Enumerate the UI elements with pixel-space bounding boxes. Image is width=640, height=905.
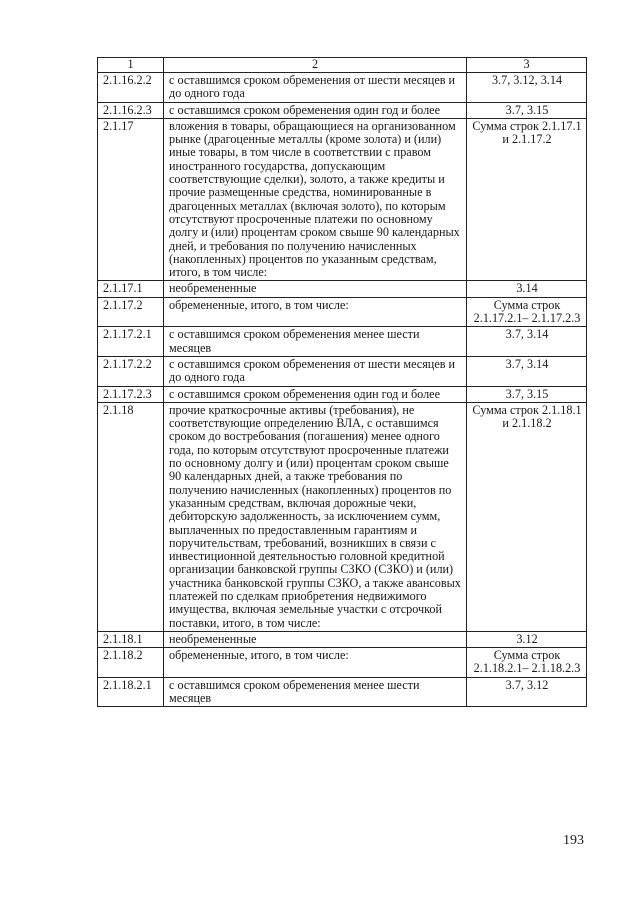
row-description: прочие краткосрочные активы (требования), не соответствующие определению ВЛА, с оставшимся сроком до востребования (погашения) менее одного года, по которым отсутствуют просроченные платежи по основному долгу и (или) процентам сроком свыше 90 календарных дней, а также требования по получению начисленных (накопленных) процентов по указанным средствам, включая дорожные чеки, дебиторскую задолженность, за исключением сумм, выплаченных по предоставленным гарантиям и поручительствам, требований, возникших в связи с инвестиционной деятельностью головной кредитной организации банковской группы СЗКО (СЗКО) и (или) участника банковской группы СЗКО, а также авансовых платежей по сделкам приобретения недвижимого имущества, включая земельные участки с отсрочкой поставки, итого, в том числе: (164, 402, 467, 631)
column-number-2: 2 (164, 58, 467, 73)
row-reference: 3.7, 3.15 (467, 102, 587, 118)
table-row (98, 297, 587, 327)
row-reference: Сумма строк 2.1.18.1 и 2.1.18.2 (467, 402, 587, 631)
row-code: 2.1.18 (98, 402, 164, 631)
row-description: с оставшимся сроком обременения один год и более (164, 386, 467, 402)
row-reference: 3.7, 3.15 (467, 386, 587, 402)
row-code: 2.1.18.2 (98, 648, 164, 678)
row-description: обремененные, итого, в том числе: (164, 648, 467, 678)
row-code: 2.1.17.2.3 (98, 386, 164, 402)
table-row (98, 281, 587, 297)
row-code: 2.1.17 (98, 118, 164, 281)
row-reference: 3.12 (467, 631, 587, 647)
page-number: 193 (563, 833, 584, 848)
row-reference: Сумма строк 2.1.18.2.1– 2.1.18.2.3 (467, 648, 587, 678)
table-row (98, 402, 587, 631)
row-code: 2.1.16.2.2 (98, 73, 164, 103)
row-code: 2.1.18.2.1 (98, 677, 164, 707)
table-row (98, 631, 587, 647)
table-row (98, 677, 587, 707)
row-description: с оставшимся сроком обременения менее шести месяцев (164, 327, 467, 357)
row-reference: Сумма строк 2.1.17.1 и 2.1.17.2 (467, 118, 587, 281)
table-row (98, 102, 587, 118)
row-reference: 3.7, 3.12 (467, 677, 587, 707)
indicator-table (97, 57, 587, 707)
row-code: 2.1.17.1 (98, 281, 164, 297)
table-header-row (98, 58, 587, 73)
row-description: вложения в товары, обращающиеся на организованном рынке (драгоценные металлы (кроме золота) и (или) иные товары, в том числе в соответствии с правом иностранного государства, допускающим соответствующие сделки), золото, а также кредиты и прочие размещенные средства, номинированные в драгоценных металлах (включая золото), по которым отсутствуют просроченные платежи по основному долгу и (или) процентам сроком свыше 90 календарных дней, и требования по получению начисленных (накопленных) процентов по указанным средствам, итого, в том числе: (164, 118, 467, 281)
table-row (98, 356, 587, 386)
row-reference: 3.7, 3.14 (467, 327, 587, 357)
table-row (98, 648, 587, 678)
row-description: обремененные, итого, в том числе: (164, 297, 467, 327)
row-reference: 3.14 (467, 281, 587, 297)
table-row (98, 73, 587, 103)
row-description: с оставшимся сроком обременения от шести месяцев и до одного года (164, 356, 467, 386)
row-code: 2.1.17.2.2 (98, 356, 164, 386)
column-number-1: 1 (98, 58, 164, 73)
table-row (98, 327, 587, 357)
table-row (98, 386, 587, 402)
row-reference: 3.7, 3.14 (467, 356, 587, 386)
column-number-3: 3 (467, 58, 587, 73)
row-code: 2.1.16.2.3 (98, 102, 164, 118)
row-reference: 3.7, 3.12, 3.14 (467, 73, 587, 103)
row-code: 2.1.17.2.1 (98, 327, 164, 357)
row-description: с оставшимся сроком обременения один год и более (164, 102, 467, 118)
row-code: 2.1.18.1 (98, 631, 164, 647)
row-description: необремененные (164, 631, 467, 647)
row-code: 2.1.17.2 (98, 297, 164, 327)
table-row (98, 118, 587, 281)
row-description: необремененные (164, 281, 467, 297)
row-description: с оставшимся сроком обременения от шести месяцев и до одного года (164, 73, 467, 103)
row-reference: Сумма строк 2.1.17.2.1– 2.1.17.2.3 (467, 297, 587, 327)
row-description: с оставшимся сроком обременения менее шести месяцев (164, 677, 467, 707)
